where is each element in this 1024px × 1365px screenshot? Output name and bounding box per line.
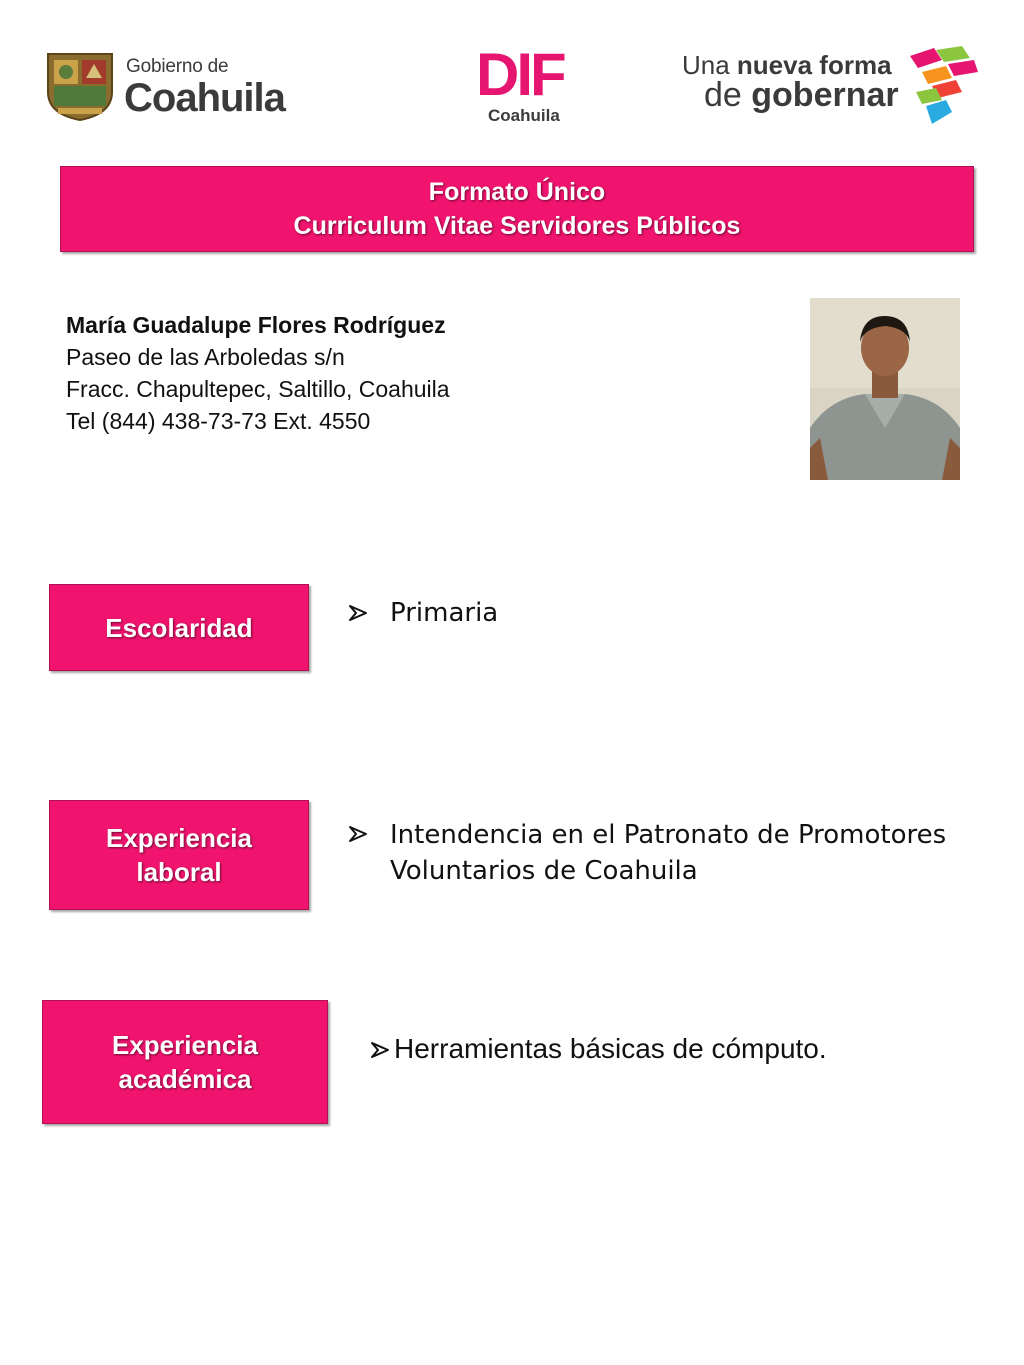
arrow-bullet-icon — [348, 602, 370, 624]
address-line1: Paseo de las Arboledas s/n — [66, 344, 345, 370]
section-label-escolaridad: Escolaridad — [49, 584, 309, 671]
address-line2: Fracc. Chapultepec, Saltillo, Coahuila — [66, 376, 450, 402]
form-title-banner — [60, 166, 974, 252]
arrow-bullet-icon — [370, 1039, 392, 1061]
experiencia-academica-item — [370, 1031, 827, 1067]
arrow-bullet-icon — [348, 823, 370, 845]
gobierno-de-text: Gobierno de — [126, 56, 229, 77]
dif-coahuila-logo — [476, 41, 580, 128]
experiencia-academica-text: Herramientas básicas de cómputo. — [394, 1033, 827, 1064]
gobierno-mark-icon — [896, 46, 978, 126]
escolaridad-item — [348, 596, 498, 630]
form-title-line2: Curriculum Vitae Servidores Públicos — [293, 212, 741, 240]
slogan-line2: de gobernar — [704, 76, 899, 114]
dif-coahuila-text: Coahuila — [488, 106, 560, 125]
coahuila-text: Coahuila — [124, 76, 285, 120]
form-title-line1: Formato Único — [428, 178, 606, 206]
experiencia-laboral-text: Intendencia en el Patronato de Promotores Voluntarios de Coahuila — [390, 820, 947, 886]
experiencia-laboral-item — [348, 817, 968, 889]
gobierno-coahuila-logo — [44, 46, 304, 126]
section-label-experiencia-laboral: Experiencia laboral — [49, 800, 309, 910]
slogan-line1: Una nueva forma — [682, 50, 892, 80]
phone-line: Tel (844) 438-73-73 Ext. 4550 — [66, 408, 371, 434]
section-label-experiencia-academica: Experiencia académica — [42, 1000, 328, 1124]
dif-text: DIF — [476, 41, 564, 108]
contact-block — [66, 309, 626, 437]
coahuila-shield-icon — [44, 48, 116, 122]
person-photo — [810, 298, 960, 480]
escolaridad-text: Primaria — [390, 598, 499, 628]
person-name: María Guadalupe Flores Rodríguez — [66, 312, 446, 338]
nueva-forma-logo — [682, 46, 982, 126]
